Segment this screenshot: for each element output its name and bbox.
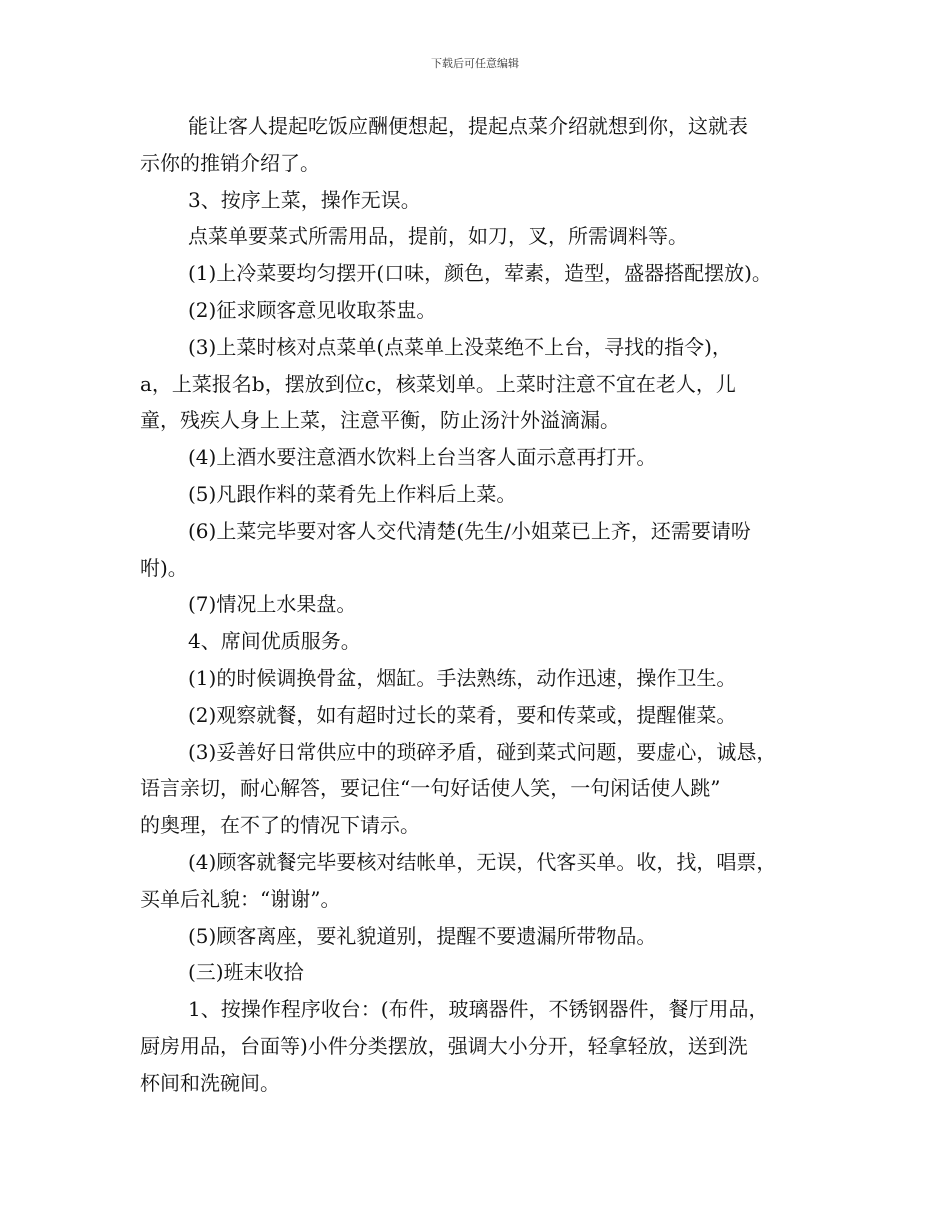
paragraph	[140, 182, 830, 219]
paragraph-line: (1)的时候调换骨盆，烟缸。手法熟练，动作迅速，操作卫生。	[188, 665, 737, 690]
paragraph-line: (2)观察就餐，如有超时过长的菜肴，要和传菜或，提醒催菜。	[188, 702, 737, 727]
paragraph-line: 咐)。	[140, 555, 188, 580]
paragraph-line: 4、席间优质服务。	[188, 629, 361, 654]
paragraph-line: 杯间和洗碗间。	[140, 1070, 280, 1095]
paragraph-line: (3)妥善好日常供应中的琐碎矛盾，碰到菜式问题，要虚心，诚恳，	[188, 739, 777, 764]
paragraph-line: (2)征求顾客意见收取茶盅。	[188, 297, 437, 322]
paragraph-line: 买单后礼貌：“谢谢”。	[140, 886, 341, 911]
paragraph	[140, 329, 830, 439]
paragraph	[140, 513, 830, 587]
paragraph-line: 的奥理，在不了的情况下请示。	[140, 813, 420, 838]
paragraph-line: (3)上菜时核对点菜单(点菜单上没菜绝不上台，寻找的指令)，	[188, 334, 732, 359]
paragraph-line: (7)情况上水果盘。	[188, 592, 357, 617]
paragraph	[140, 697, 830, 734]
paragraph-line: 厨房用品，台面等)小件分类摆放，强调大小分开，轻拿轻放，送到洗	[140, 1033, 748, 1058]
paragraph-line: (5)顾客离座，要礼貌道别，提醒不要遗漏所带物品。	[188, 923, 657, 948]
paragraph-line: (5)凡跟作料的菜肴先上作料后上菜。	[188, 481, 517, 506]
paragraph-line: 能让客人提起吃饭应酬便想起，提起点菜介绍就想到你，这就表	[188, 114, 748, 138]
paragraph-line: a，上菜报名b，摆放到位c，核菜划单。上菜时注意不宜在老人，儿	[140, 371, 736, 396]
page-header: 下载后可任意编辑	[431, 57, 519, 70]
paragraph-line: 童，残疾人身上上菜，注意平衡，防止汤汁外溢滴漏。	[140, 408, 620, 433]
paragraph	[140, 660, 830, 697]
paragraph	[140, 439, 830, 476]
paragraph-line: 3、按序上菜，操作无误。	[188, 187, 421, 212]
paragraph	[140, 918, 830, 955]
document-body	[140, 108, 830, 1102]
paragraph	[140, 586, 830, 623]
paragraph	[140, 476, 830, 513]
paragraph-line: 语言亲切，耐心解答，要记住“一句好话使人笑，一句闲话使人跳”	[140, 776, 721, 801]
paragraph	[140, 844, 830, 918]
paragraph	[140, 991, 830, 1101]
paragraph	[140, 108, 830, 182]
paragraph	[140, 292, 830, 329]
paragraph-line: (1)上冷菜要均匀摆开(口味，颜色，荤素，造型，盛器搭配摆放)。	[188, 261, 772, 286]
paragraph-line: 1、按操作程序收台：(布件，玻璃器件，不锈钢器件，餐厅用品，	[188, 997, 769, 1022]
paragraph	[140, 734, 830, 844]
paragraph-line: 点菜单要菜式所需用品，提前，如刀，叉，所需调料等。	[188, 224, 688, 249]
paragraph-line: (6)上菜完毕要对客人交代清楚(先生/小姐菜已上齐，还需要请吩	[188, 518, 751, 543]
paragraph-line: (4)顾客就餐完毕要核对结帐单，无误，代客买单。收，找，唱票，	[188, 849, 777, 874]
paragraph	[140, 255, 830, 292]
paragraph	[140, 218, 830, 255]
paragraph-line: 示你的推销介绍了。	[140, 150, 320, 175]
paragraph	[140, 623, 830, 660]
paragraph	[140, 954, 830, 991]
paragraph-line: (4)上酒水要注意酒水饮料上台当客人面示意再打开。	[188, 445, 657, 470]
paragraph-line: (三)班末收拾	[188, 960, 304, 985]
